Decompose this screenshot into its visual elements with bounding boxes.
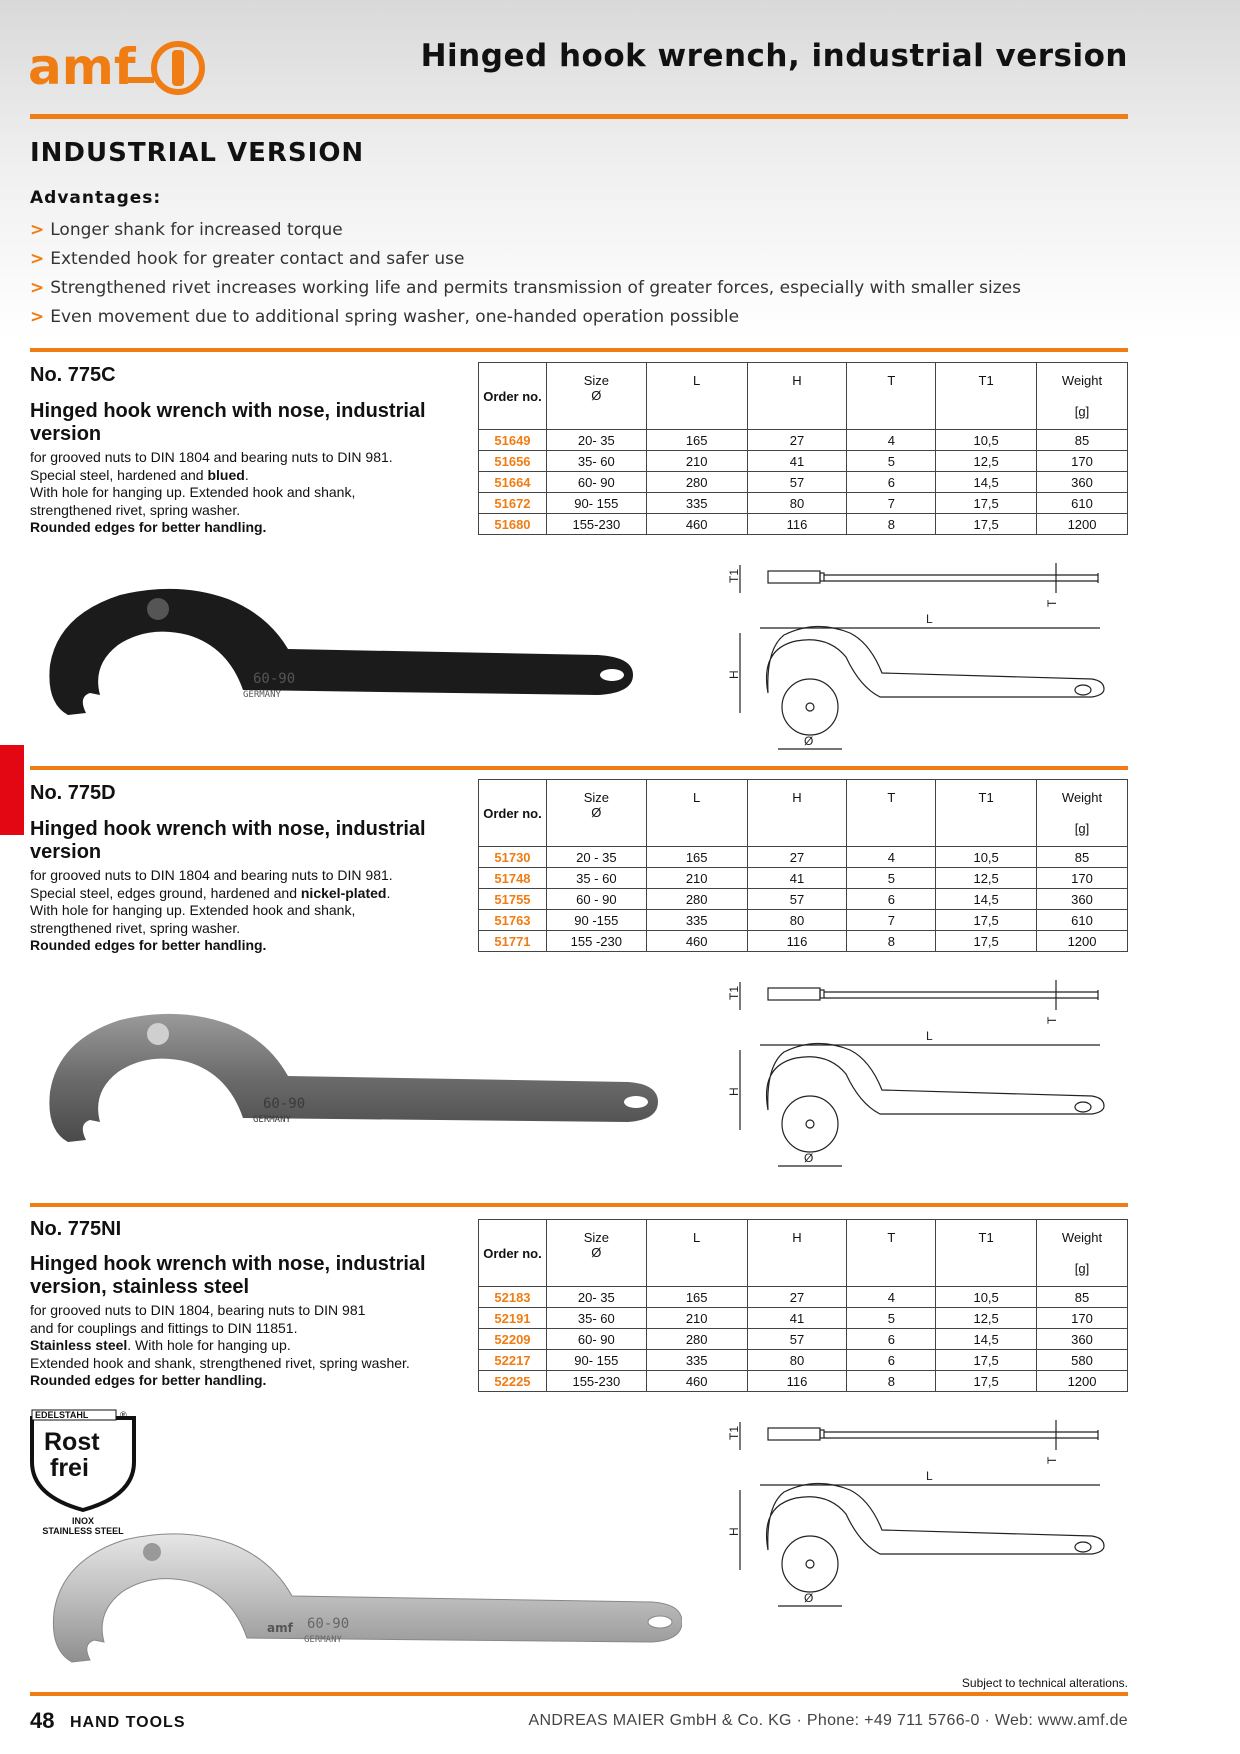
product-name: Hinged hook wrench with nose, industrial version	[30, 818, 426, 863]
table-cell: 1200	[1037, 931, 1128, 952]
col-header-order: Order no.	[479, 363, 547, 430]
advantage-item: > Strengthened rivet increases working life and permits transmission of greater forces, especially with smaller sizes	[30, 278, 1022, 298]
table-cell: 7	[847, 493, 936, 514]
table-cell: 27	[747, 430, 847, 451]
svg-text:®: ®	[120, 1410, 127, 1420]
svg-text:T1: T1	[727, 985, 741, 1000]
product-divider	[30, 766, 1128, 770]
table-row	[479, 1371, 1128, 1392]
svg-text:T: T	[1045, 599, 1059, 607]
table-cell: 116	[747, 931, 847, 952]
table-cell: 4	[847, 1287, 936, 1308]
col-header-weight: Weight [g]	[1037, 363, 1128, 430]
product-description: for grooved nuts to DIN 1804 and bearing nuts to DIN 981. Special steel, edges ground, hardened and nickel-plated. With hole for hanging up. Extended hook and shank, strengthened rivet, spring washer. Rounded edges for better handling.	[30, 867, 393, 953]
svg-text:Ø: Ø	[804, 734, 814, 748]
product-divider	[30, 348, 1128, 352]
table-row	[479, 931, 1128, 952]
table-cell: 116	[747, 514, 847, 535]
stamp-caption: INOX STAINLESS STEEL	[42, 1516, 124, 1536]
page-number: 48	[30, 1708, 55, 1733]
col-header-T: T	[847, 1220, 936, 1287]
col-header-size: Size Ø	[546, 1220, 646, 1287]
svg-text:T1: T1	[727, 568, 741, 583]
spec-table	[478, 362, 1128, 535]
table-row	[479, 472, 1128, 493]
table-cell: 170	[1037, 1308, 1128, 1329]
svg-text:60-90: 60-90	[263, 1096, 306, 1112]
col-header-H: H	[747, 1220, 847, 1287]
product-description: for grooved nuts to DIN 1804, bearing nuts to DIN 981 and for couplings and fittings to DIN 11851. Stainless steel. With hole for hanging up. Extended hook and shank, strengthened rivet, spring washer. Rounded edges for better handling.	[30, 1302, 410, 1388]
order-number-cell: 51664	[479, 472, 547, 493]
table-cell: 335	[646, 910, 747, 931]
footer-address: ANDREAS MAIER GmbH & Co. KG · Phone: +49 711 5766-0 · Web: www.amf.de	[528, 1712, 1128, 1729]
section-heading: INDUSTRIAL VERSION	[30, 138, 365, 168]
table-row	[479, 1287, 1128, 1308]
order-number-cell: 51730	[479, 847, 547, 868]
table-cell: 610	[1037, 493, 1128, 514]
svg-text:H: H	[727, 1087, 741, 1096]
product-photo-blued	[38, 585, 638, 725]
amf-logo	[28, 40, 218, 98]
order-number-cell: 51763	[479, 910, 547, 931]
table-cell: 41	[747, 451, 847, 472]
table-cell: 80	[747, 493, 847, 514]
table-cell: 17,5	[936, 1371, 1037, 1392]
table-row	[479, 1308, 1128, 1329]
table-cell: 210	[646, 451, 747, 472]
spec-table	[478, 779, 1128, 952]
order-number-cell: 51672	[479, 493, 547, 514]
order-number-cell: 52225	[479, 1371, 547, 1392]
table-cell: 1200	[1037, 1371, 1128, 1392]
col-header-T1: T1	[936, 1220, 1037, 1287]
table-cell: 170	[1037, 451, 1128, 472]
svg-text:GERMANY: GERMANY	[243, 690, 281, 700]
order-number-cell: 52209	[479, 1329, 547, 1350]
red-tab-marker	[0, 745, 24, 835]
subject-note: Subject to technical alterations.	[961, 1676, 1128, 1690]
bullet-arrow: >	[30, 220, 45, 240]
col-header-L: L	[646, 1220, 747, 1287]
order-number-cell: 52183	[479, 1287, 547, 1308]
advantage-item: > Even movement due to additional spring washer, one-handed operation possible	[30, 307, 740, 327]
svg-text:Ø: Ø	[804, 1591, 814, 1605]
table-row	[479, 910, 1128, 931]
table-cell: 335	[646, 493, 747, 514]
table-cell: 17,5	[936, 514, 1037, 535]
svg-text:Rost: Rost	[44, 1428, 100, 1456]
order-number-cell: 51755	[479, 889, 547, 910]
technical-drawing	[720, 970, 1120, 1180]
svg-text:L: L	[926, 1469, 933, 1483]
table-cell: 280	[646, 1329, 747, 1350]
table-cell: 580	[1037, 1350, 1128, 1371]
table-cell: 27	[747, 1287, 847, 1308]
table-cell: 460	[646, 514, 747, 535]
table-cell: 8	[847, 514, 936, 535]
table-cell: 280	[646, 889, 747, 910]
table-cell: 85	[1037, 1287, 1128, 1308]
table-cell: 7	[847, 910, 936, 931]
table-cell: 17,5	[936, 910, 1037, 931]
table-cell: 80	[747, 1350, 847, 1371]
table-row	[479, 430, 1128, 451]
advantage-item: > Extended hook for greater contact and safer use	[30, 249, 465, 269]
table-cell: 170	[1037, 868, 1128, 889]
order-number-cell: 51680	[479, 514, 547, 535]
order-number-cell: 52191	[479, 1308, 547, 1329]
svg-text:amf: amf	[267, 1621, 293, 1635]
advantage-item: > Longer shank for increased torque	[30, 220, 343, 240]
table-cell: 5	[847, 451, 936, 472]
product-photo-nickel	[38, 1000, 658, 1150]
table-cell: 360	[1037, 472, 1128, 493]
col-header-L: L	[646, 363, 747, 430]
table-cell: 4	[847, 847, 936, 868]
order-number-cell: 51771	[479, 931, 547, 952]
svg-text:60-90: 60-90	[307, 1616, 350, 1632]
order-number-cell: 52217	[479, 1350, 547, 1371]
svg-text:60-90: 60-90	[253, 671, 296, 687]
table-cell: 1200	[1037, 514, 1128, 535]
table-cell: 41	[747, 1308, 847, 1329]
table-cell: 165	[646, 847, 747, 868]
table-cell: 35- 60	[546, 1308, 646, 1329]
table-cell: 6	[847, 472, 936, 493]
table-row	[479, 1329, 1128, 1350]
table-row	[479, 1350, 1128, 1371]
table-cell: 57	[747, 1329, 847, 1350]
table-cell: 35- 60	[546, 451, 646, 472]
table-cell: 210	[646, 1308, 747, 1329]
table-cell: 90 -155	[546, 910, 646, 931]
product-number: No. 775C	[30, 364, 116, 386]
col-header-order: Order no.	[479, 780, 547, 847]
product-name: Hinged hook wrench with nose, industrial version, stainless steel	[30, 1253, 426, 1298]
table-cell: 155 -230	[546, 931, 646, 952]
table-cell: 460	[646, 1371, 747, 1392]
table-cell: 360	[1037, 1329, 1128, 1350]
table-cell: 60 - 90	[546, 889, 646, 910]
table-cell: 80	[747, 910, 847, 931]
table-cell: 335	[646, 1350, 747, 1371]
svg-text:L: L	[926, 1029, 933, 1043]
table-row	[479, 514, 1128, 535]
table-cell: 90- 155	[546, 1350, 646, 1371]
table-cell: 41	[747, 868, 847, 889]
bullet-arrow: >	[30, 249, 45, 269]
table-cell: 27	[747, 847, 847, 868]
bullet-arrow: >	[30, 307, 45, 327]
table-cell: 12,5	[936, 868, 1037, 889]
table-cell: 60- 90	[546, 472, 646, 493]
table-row	[479, 451, 1128, 472]
advantages-list	[30, 216, 1021, 332]
svg-text:T: T	[1045, 1456, 1059, 1464]
col-header-T: T	[847, 363, 936, 430]
page-title: Hinged hook wrench, industrial version	[420, 38, 1128, 74]
product-number: No. 775NI	[30, 1218, 122, 1240]
svg-text:H: H	[727, 670, 741, 679]
col-header-weight: Weight [g]	[1037, 1220, 1128, 1287]
table-cell: 35 - 60	[546, 868, 646, 889]
table-cell: 12,5	[936, 451, 1037, 472]
order-number-cell: 51649	[479, 430, 547, 451]
table-cell: 20- 35	[546, 430, 646, 451]
table-cell: 5	[847, 868, 936, 889]
rostfrei-stamp	[28, 1406, 138, 1514]
table-cell: 85	[1037, 430, 1128, 451]
svg-text:H: H	[727, 1527, 741, 1536]
table-cell: 165	[646, 430, 747, 451]
table-cell: 5	[847, 1308, 936, 1329]
table-cell: 85	[1037, 847, 1128, 868]
table-cell: 6	[847, 1329, 936, 1350]
table-cell: 610	[1037, 910, 1128, 931]
table-cell: 14,5	[936, 472, 1037, 493]
table-cell: 155-230	[546, 1371, 646, 1392]
svg-text:T1: T1	[727, 1425, 741, 1440]
table-cell: 57	[747, 472, 847, 493]
svg-text:GERMANY: GERMANY	[304, 1635, 342, 1645]
product-description: for grooved nuts to DIN 1804 and bearing nuts to DIN 981. Special steel, hardened and blued. With hole for hanging up. Extended hook and shank, strengthened rivet, spring washer. Rounded edges for better handling.	[30, 449, 393, 535]
table-cell: 17,5	[936, 931, 1037, 952]
table-row	[479, 889, 1128, 910]
table-cell: 17,5	[936, 493, 1037, 514]
svg-text:T: T	[1045, 1016, 1059, 1024]
col-header-T: T	[847, 780, 936, 847]
col-header-T1: T1	[936, 780, 1037, 847]
svg-text:L: L	[926, 612, 933, 626]
technical-drawing	[720, 553, 1120, 763]
table-cell: 6	[847, 889, 936, 910]
svg-text:GERMANY: GERMANY	[253, 1115, 291, 1125]
product-number: No. 775D	[30, 782, 116, 804]
col-header-H: H	[747, 363, 847, 430]
footer-divider	[30, 1692, 1128, 1696]
spec-table	[478, 1219, 1128, 1392]
table-cell: 90- 155	[546, 493, 646, 514]
footer-section: HAND TOOLS	[70, 1714, 186, 1731]
table-row	[479, 847, 1128, 868]
table-row	[479, 493, 1128, 514]
table-cell: 210	[646, 868, 747, 889]
svg-text:Ø: Ø	[804, 1151, 814, 1165]
technical-drawing	[720, 1410, 1120, 1620]
col-header-T1: T1	[936, 363, 1037, 430]
header-divider	[30, 114, 1128, 119]
table-cell: 10,5	[936, 430, 1037, 451]
table-cell: 10,5	[936, 847, 1037, 868]
table-cell: 14,5	[936, 1329, 1037, 1350]
table-row	[479, 868, 1128, 889]
table-cell: 17,5	[936, 1350, 1037, 1371]
table-cell: 4	[847, 430, 936, 451]
svg-text:frei: frei	[50, 1454, 89, 1482]
table-cell: 20 - 35	[546, 847, 646, 868]
table-cell: 10,5	[936, 1287, 1037, 1308]
svg-text:EDELSTAHL: EDELSTAHL	[35, 1410, 89, 1420]
col-header-L: L	[646, 780, 747, 847]
advantages-heading: Advantages:	[30, 188, 162, 208]
logo-text: amf	[28, 40, 136, 96]
bullet-arrow: >	[30, 278, 45, 298]
col-header-size: Size Ø	[546, 780, 646, 847]
col-header-order: Order no.	[479, 1220, 547, 1287]
table-cell: 12,5	[936, 1308, 1037, 1329]
product-divider	[30, 1203, 1128, 1207]
table-cell: 155-230	[546, 514, 646, 535]
col-header-weight: Weight [g]	[1037, 780, 1128, 847]
table-cell: 60- 90	[546, 1329, 646, 1350]
table-cell: 460	[646, 931, 747, 952]
table-cell: 116	[747, 1371, 847, 1392]
order-number-cell: 51748	[479, 868, 547, 889]
table-cell: 20- 35	[546, 1287, 646, 1308]
table-cell: 14,5	[936, 889, 1037, 910]
table-cell: 8	[847, 1371, 936, 1392]
product-name: Hinged hook wrench with nose, industrial version	[30, 400, 426, 445]
order-number-cell: 51656	[479, 451, 547, 472]
table-cell: 6	[847, 1350, 936, 1371]
table-cell: 360	[1037, 889, 1128, 910]
table-cell: 280	[646, 472, 747, 493]
table-cell: 57	[747, 889, 847, 910]
col-header-H: H	[747, 780, 847, 847]
col-header-size: Size Ø	[546, 363, 646, 430]
product-photo-stainless	[42, 1520, 682, 1670]
table-cell: 165	[646, 1287, 747, 1308]
table-cell: 8	[847, 931, 936, 952]
